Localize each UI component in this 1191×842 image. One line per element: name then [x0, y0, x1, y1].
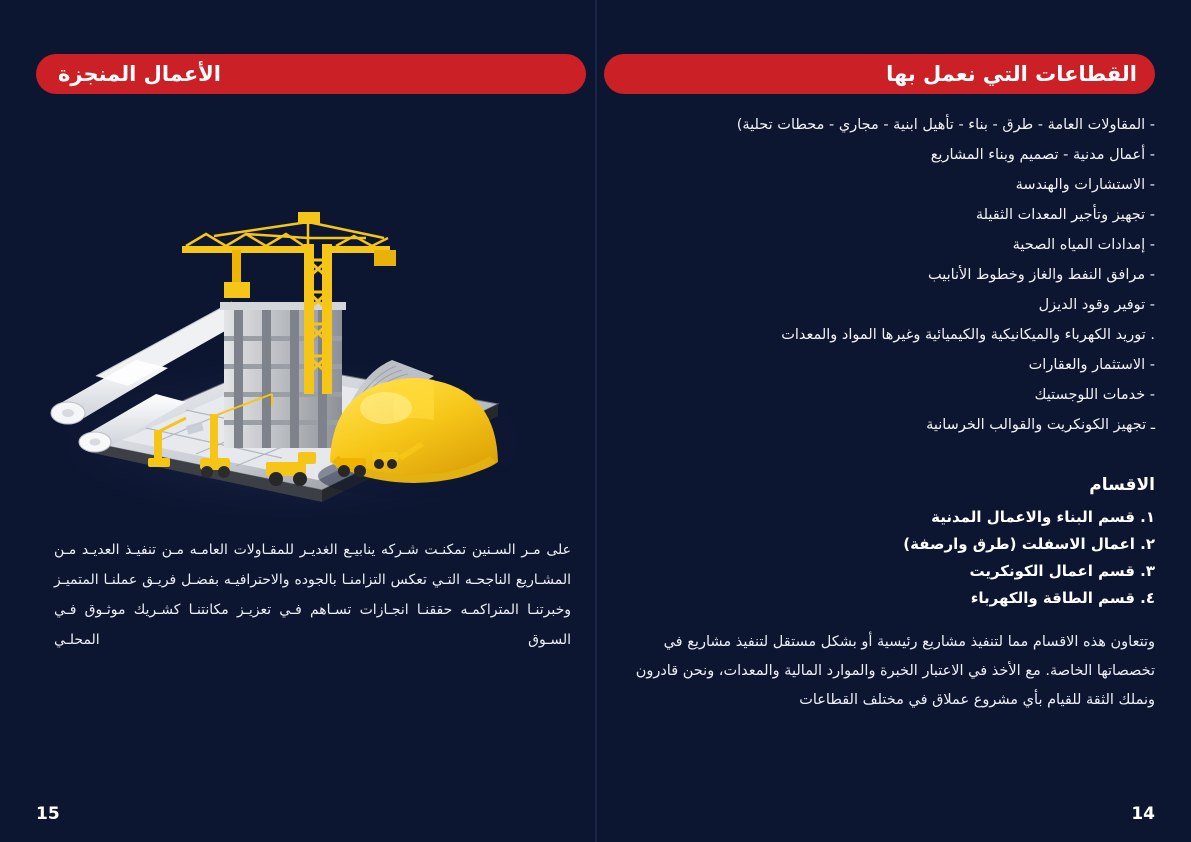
spread-gutter-divider [595, 0, 597, 842]
construction-site-illustration [36, 190, 548, 520]
list-item: ١. قسم البناء والاعمال المدنية [931, 508, 1155, 526]
completed-works-banner-title: الأعمال المنجزة [58, 62, 222, 86]
list-item: . توريد الكهرباء والميكانيكية والكيميائية وغيرها المواد والمعدات [781, 327, 1155, 343]
list-item: - تجهيز وتأجير المعدات الثقيلة [975, 207, 1155, 223]
sectors-list [613, 110, 1155, 440]
list-item: ٤. قسم الطاقة والكهرباء [970, 589, 1155, 607]
departments-block [613, 470, 1155, 612]
completed-works-banner [36, 54, 586, 94]
list-item: - مرافق النفط والغاز وخطوط الأنابيب [927, 267, 1155, 283]
list-item: ـ تجهيز الكونكريت والقوالب الخرسانية [926, 417, 1155, 433]
list-item: - الاستشارات والهندسة [1015, 177, 1155, 193]
list-item: - توفير وقود الديزل [1038, 297, 1155, 313]
list-item: - الاستثمار والعقارات [1028, 357, 1155, 373]
completed-works-paragraph: على مـر السـنين تمكنـت شـركه ينابيـع الغديـر للمقـاولات العامـه مـن تنفيـذ العديـد مـن المشـاريع الناجحـه التـي تعكس التزامنـا بالجوده والاحترافيـه بفضـل فريـق عملنـا المتميـز وخبرتنـا المتراكمـه حققنـا انجـازات تسـاهم فـي تعزيـز مكانتنـا كشـريك موثـوق فـي السـوق المحلـي [54, 542, 571, 648]
page-left-completed-works [0, 0, 595, 842]
sectors-banner [604, 54, 1155, 94]
page-number-right: 14 [1131, 804, 1155, 824]
departments-heading: الاقسام [1089, 475, 1155, 495]
list-item: ٣. قسم اعمال الكونكريت [969, 562, 1155, 580]
list-item: - خدمات اللوجستيك [1034, 387, 1155, 403]
page-right-sectors [595, 0, 1191, 842]
list-item: - إمدادات المياه الصحية [1012, 237, 1155, 253]
list-item: - أعمال مدنية - تصميم وبناء المشاريع [930, 147, 1155, 163]
list-item: ٢. اعمال الاسفلت (طرق وارصفة) [903, 535, 1155, 553]
sectors-banner-title: القطاعات التي نعمل بها [886, 62, 1137, 86]
departments-paragraph: وتتعاون هذه الاقسام مما لتنفيذ مشاريع رئيسية أو بشكل مستقل لتنفيذ مشاريع في تخصصاتها الخاصة. مع الأخذ في الاعتبار الخبرة والموارد المالية والمعدات، ونحن قادرون ونملك الثقة للقيام بأي مشروع عملاق في مختلف القطاعات [635, 634, 1155, 708]
list-item: - المقاولات العامة - طرق - بناء - تأهيل ابنية - مجاري - محطات تحلية) [736, 117, 1155, 133]
page-number-left: 15 [36, 804, 60, 824]
